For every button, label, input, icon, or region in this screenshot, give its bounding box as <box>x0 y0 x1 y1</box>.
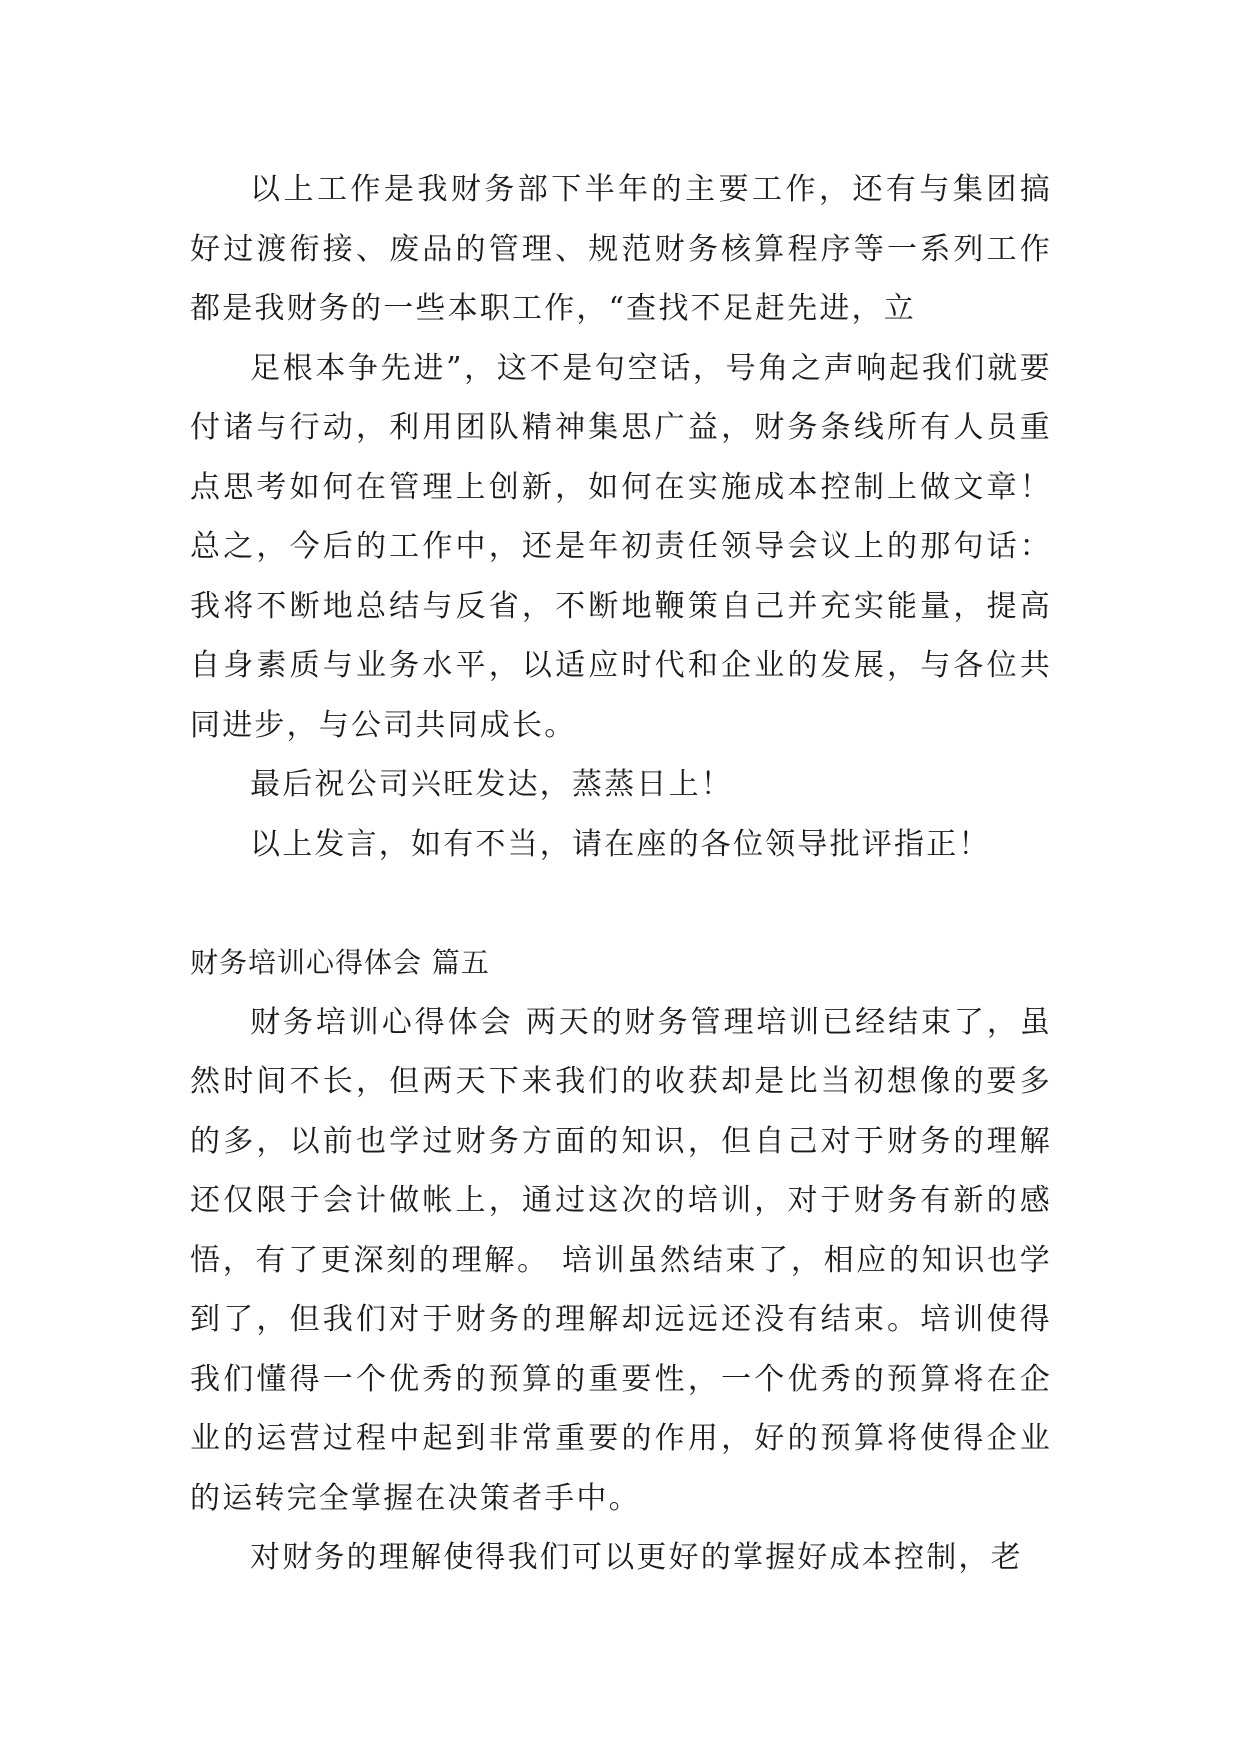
paragraph-training-experience: 财务培训心得体会 两天的财务管理培训已经结束了，虽然时间不长，但两天下来我们的收获却是比当初想像的要多的多，以前也学过财务方面的知识，但自己对于财务的理解还仅限于会计做帐上，通过这次的培训，对于财务有新的感悟，有了更深刻的理解。 培训虽然结束了，相应的知识也学到了，但我们对于财务的理解却远远还没有结束。培训使得我们懂得一个优秀的预算的重要性，一个优秀的预算将在企业的运营过程中起到非常重要的作用，好的预算将使得企业的运转完全掌握在决策者手中。 <box>190 1004 1052 1516</box>
paragraph-closing: 以上发言，如有不当，请在座的各位领导批评指正！ <box>250 826 991 862</box>
paragraph-team-spirit: 足根本争先进”，这不是句空话，号角之声响起我们就要付诸与行动，利用团队精神集思广益，财务条线所有人员重点思考如何在管理上创新，如何在实施成本控制上做文章！总之，今后的工作中，还是年初责任领导会议上的那句话：我将不断地总结与反省，不断地鞭策自己并充实能量，提高自身素质与业务水平，以适应时代和企业的发展，与各位共同进步，与公司共同成长。 <box>190 350 1052 743</box>
paragraph-work-summary: 以上工作是我财务部下半年的主要工作，还有与集团搞好过渡衔接、废品的管理、规范财务核算程序等一系列工作都是我财务的一些本职工作，“查找不足赶先进，立 <box>190 172 1052 326</box>
document-body <box>190 160 1052 1588</box>
paragraph-cost-control: 对财务的理解使得我们可以更好的掌握好成本控制，老 <box>250 1540 1023 1575</box>
paragraph-blessing: 最后祝公司兴旺发达，蒸蒸日上！ <box>250 767 733 802</box>
section-heading: 财务培训心得体会 篇五 <box>190 946 490 979</box>
